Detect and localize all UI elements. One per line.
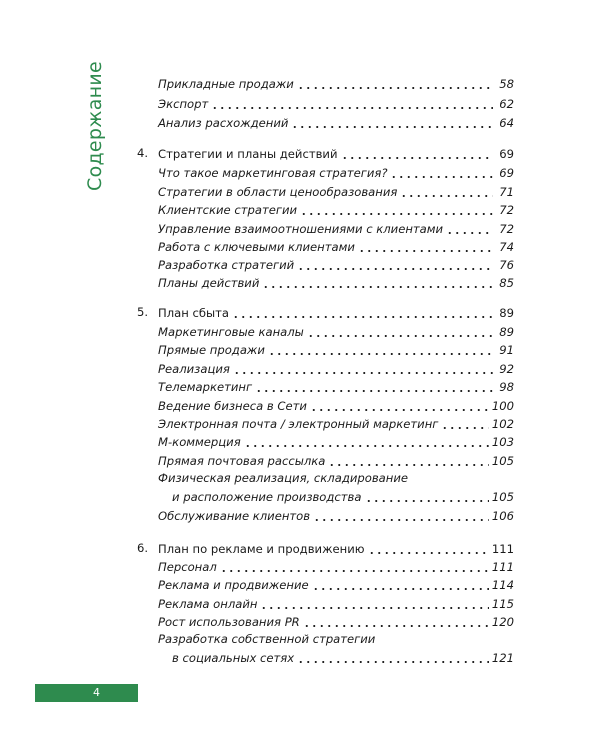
toc-entry-page: 121 [491,651,514,665]
dot-leader [400,195,493,197]
toc-entry-page: 89 [499,306,514,320]
toc-entry[interactable] [158,199,514,217]
dot-leader [441,427,488,429]
toc-entry-page: 89 [499,325,514,339]
toc-entry[interactable] [172,647,514,665]
toc-entry-title-line2: и расположение производства [172,490,362,504]
toc-entry-page: 114 [491,578,514,592]
toc-entry[interactable] [158,236,514,254]
toc-entry[interactable] [158,505,514,523]
dot-leader [313,519,489,521]
toc-entry-title: Рост использования PR [158,615,300,629]
dot-leader [303,625,489,627]
toc-entry-page: 76 [499,258,514,272]
toc-entry-title: Прямые продажи [158,343,265,357]
toc-entry-page: 102 [491,417,514,431]
side-title [77,61,117,194]
dot-leader [358,250,493,252]
dot-leader [211,107,493,109]
toc-entry-title: Обслуживание клиентов [158,509,311,523]
dot-leader [312,588,489,590]
page-number-bar [35,684,138,702]
toc-entry-page: 92 [499,362,514,376]
dot-leader [390,176,493,178]
toc-entry[interactable] [158,218,514,236]
toc-entry-page: 106 [491,509,514,523]
toc-section-heading[interactable] [158,302,514,320]
dot-leader [341,157,494,159]
dot-leader [291,126,493,128]
toc-entry-title: Что такое маркетинговая стратегия? [158,166,388,180]
toc-entry-page: 111 [491,542,514,556]
toc-section-heading[interactable] [158,143,514,161]
toc-entry[interactable] [158,450,514,468]
toc-entry-title-line1[interactable]: Физическая реализация, складирование [158,471,409,485]
toc-entry-page: 72 [499,203,514,217]
toc-entry[interactable] [158,162,514,180]
toc-entry-page: 91 [499,343,514,357]
toc-entry[interactable] [158,395,514,413]
toc-entry[interactable] [158,93,514,111]
toc-entry-title: Работа с ключевыми клиентами [158,240,355,254]
dot-leader [232,316,493,318]
toc-entry-title: Прикладные продажи [158,77,294,91]
toc-entry[interactable] [158,321,514,339]
toc-entry-title: Маркетинговые каналы [158,325,304,339]
toc-entry[interactable] [158,611,514,629]
toc-section-title: План сбыта [158,306,230,320]
dot-leader [220,570,489,572]
toc-entry[interactable] [158,254,514,272]
toc-entry[interactable] [158,413,514,431]
toc-entry-page: 111 [491,560,514,574]
dot-leader [262,286,493,288]
dot-leader [310,409,489,411]
toc-entry[interactable] [158,181,514,199]
toc-entry-title: Ведение бизнеса в Сети [158,399,307,413]
toc-entry[interactable] [172,486,514,504]
toc-entry-page: 74 [499,240,514,254]
dot-leader [297,87,493,89]
toc-entry-title: Экспорт [158,97,209,111]
side-title-text: Содержание [84,61,106,191]
dot-leader [260,607,488,609]
toc-entry[interactable] [158,593,514,611]
toc-section-title: Стратегии и планы действий [158,147,338,161]
toc-entry-title: М-коммерция [158,435,241,449]
toc-entry-page: 105 [491,490,514,504]
toc-entry-title: Разработка стратегий [158,258,295,272]
dot-leader [300,213,493,215]
toc-entry-title-line1[interactable]: Разработка собственной стратегии [158,632,376,646]
toc-entry-title-line2: в социальных сетях [172,651,295,665]
page-number: 4 [93,686,100,699]
toc-entry-page: 69 [499,166,514,180]
toc-entry-page: 100 [491,399,514,413]
toc-entry-page: 98 [499,380,514,394]
toc-entry-title: Анализ расхождений [158,116,289,130]
toc-entry[interactable] [158,272,514,290]
toc-section-heading[interactable] [158,538,514,556]
dot-leader [365,500,489,502]
dot-leader [368,552,489,554]
toc-entry-title: Персонал [158,560,217,574]
toc-entry[interactable] [158,574,514,592]
toc-entry[interactable] [158,339,514,357]
dot-leader [446,232,493,234]
toc-entry-page: 62 [499,97,514,111]
toc-entry-title: Электронная почта / электронный маркетинг [158,417,439,431]
toc-entry-page: 58 [499,77,514,91]
toc-entry[interactable] [158,358,514,376]
dot-leader [255,390,493,392]
toc-entry[interactable] [158,73,514,91]
toc-entry-title: Реклама онлайн [158,597,258,611]
toc-entry-page: 72 [499,222,514,236]
toc-section-title: План по рекламе и продвижению [158,542,365,556]
toc-entry[interactable] [158,376,514,394]
dot-leader [244,445,489,447]
toc-entry-page: 103 [491,435,514,449]
toc-entry-title: Стратегии в области ценообразования [158,185,398,199]
toc-entry[interactable] [158,112,514,130]
dot-leader [297,661,489,663]
toc-entry-title: Клиентские стратегии [158,203,298,217]
toc-entry-title: Реализация [158,362,230,376]
section-number: 6. [137,541,149,555]
toc-entry-title: Планы действий [158,276,260,290]
toc-entry-title: Реклама и продвижение [158,578,309,592]
toc-entry-page: 120 [491,615,514,629]
dot-leader [328,464,488,466]
dot-leader [297,268,493,270]
toc-entry-title: Прямая почтовая рассылка [158,454,326,468]
toc-entry-page: 69 [499,147,514,161]
toc-entry-page: 64 [499,116,514,130]
section-number: 4. [137,146,149,160]
toc-entry-page: 105 [491,454,514,468]
toc-entry-title: Телемаркетинг [158,380,253,394]
toc-entry[interactable] [158,556,514,574]
toc-entry[interactable] [158,431,514,449]
section-number: 5. [137,305,149,319]
toc-entry-title: Управление взаимоотношениями с клиентами [158,222,444,236]
toc-entry-page: 71 [499,185,514,199]
dot-leader [268,353,493,355]
dot-leader [233,372,493,374]
toc-entry-page: 85 [499,276,514,290]
toc-entry-page: 115 [491,597,514,611]
dot-leader [307,335,493,337]
